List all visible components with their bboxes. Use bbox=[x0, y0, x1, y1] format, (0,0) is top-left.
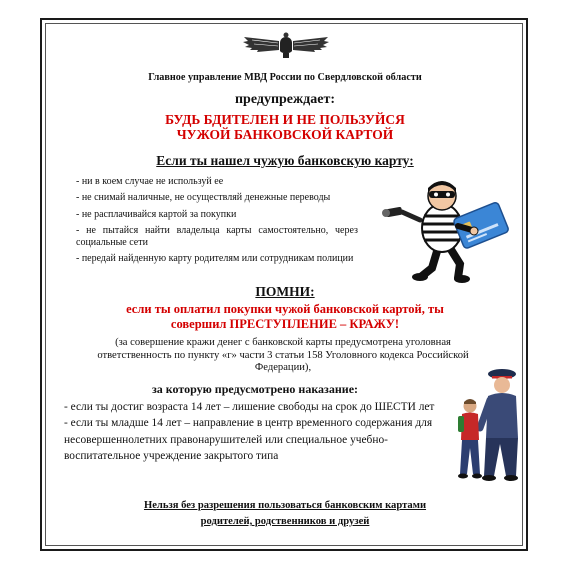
found-card-rules bbox=[76, 176, 358, 270]
crime-warning bbox=[0, 302, 570, 332]
police-officer-with-child-icon bbox=[456, 366, 526, 484]
footer-line-1: Нельзя без разрешения пользоваться банковским картами bbox=[143, 500, 427, 511]
law-reference: (за совершение кражи денег с банковской карты предусмотрена уголовная ответственность по пункту «г» части 3 статьи 158 Уголовного кодекса Российской Федерации), bbox=[97, 337, 469, 374]
organization-title: Главное управление МВД России по Свердловской области bbox=[148, 72, 422, 83]
rule-item: - передай найденную карту родителям или сотрудникам полиции bbox=[76, 253, 354, 265]
headline-line-2: ЧУЖОЙ БАНКОВСКОЙ КАРТОЙ bbox=[176, 127, 394, 142]
thief-with-card-icon bbox=[380, 176, 510, 284]
footer-note bbox=[0, 498, 570, 530]
remember-title: ПОМНИ: bbox=[255, 284, 315, 299]
rule-item: - ни в коем случае не используй ее bbox=[76, 176, 224, 187]
headline bbox=[0, 112, 570, 142]
rule-item: - не расплачивайся картой за покупки bbox=[76, 208, 237, 220]
crime-line-2: совершил ПРЕСТУПЛЕНИЕ – КРАЖУ! bbox=[170, 317, 400, 331]
found-card-title: Если ты нашел чужую банковскую карту: bbox=[156, 153, 414, 168]
rule-item: - не пытайся найти владельца карты самостоятельно, через социальные сети bbox=[76, 224, 358, 249]
footer-line-2: родителей, родственников и друзей bbox=[200, 516, 370, 527]
punishment-item: - если ты младше 14 лет – направление в центр временного содержания для несовершеннолетних правонарушителей или специальное учебно-воспитательное учреждение закрытого типа bbox=[64, 417, 433, 462]
headline-line-1: БУДЬ БДИТЕЛЕН И НЕ ПОЛЬЗУЙСЯ bbox=[165, 112, 405, 127]
punishment-title: за которую предусмотрено наказание: bbox=[151, 382, 359, 396]
warns-label: предупреждает: bbox=[234, 92, 336, 107]
punishment-item: - если ты достиг возраста 14 лет – лишение свободы на срок до ШЕСТИ лет bbox=[64, 401, 435, 413]
rule-item: - не снимай наличные, не осуществляй денежные переводы bbox=[76, 192, 331, 204]
crime-line-1: если ты оплатил покупки чужой банковской картой, ты bbox=[126, 302, 444, 316]
police-emblem-icon bbox=[242, 31, 330, 59]
punishment-list bbox=[64, 399, 436, 464]
